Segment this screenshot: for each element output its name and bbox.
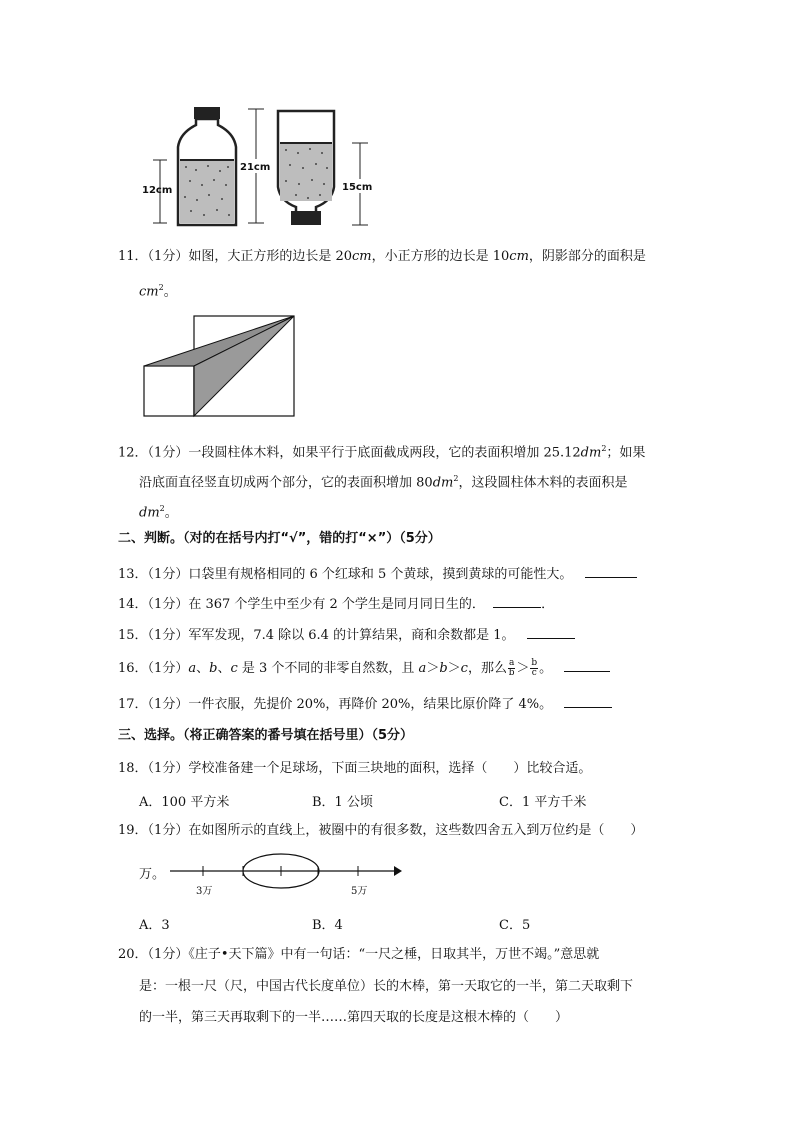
tick-label-3wan: 3万 [196, 886, 213, 896]
q13-answer-blank[interactable] [585, 563, 637, 578]
q20-line1: 20．（1分）《庄子•天下篇》中有一句话：“一尺之棰，日取其半，万世不竭。”意思就 [118, 947, 600, 962]
q18-option-c[interactable]: C．1 平方千米 [499, 795, 587, 810]
label-12cm: 12cm [142, 185, 173, 196]
q16-answer-blank[interactable] [564, 657, 610, 672]
tick-label-5wan: 5万 [351, 886, 368, 896]
q19-option-c[interactable]: C．5 [499, 918, 531, 933]
section3-title: 三、选择。（将正确答案的番号填在括号里）（5分） [118, 728, 414, 743]
q19-option-a[interactable]: A．3 [139, 918, 170, 933]
q20-line3: 的一半，第三天再取剩下的一半……第四天取的长度是这根木棒的（ ） [139, 1010, 569, 1025]
q17: 17．（1分）一件衣服，先提价 20%，再降价 20%，结果比原价降了 4%。 [118, 693, 612, 714]
q16: 16．（1分）a、b、c 是 3 个不同的非零自然数，且 a＞b＞c，那么 $\frac{a}{b}$ ＞ $\frac{b}{c}$ 。 [118, 657, 610, 678]
q14: 14．（1分）在 367 个学生中至少有 2 个学生是同月同日生的． ． [118, 593, 554, 614]
q14-answer-blank[interactable] [493, 593, 541, 608]
q18: 18．（1分）学校准备建一个足球场，下面三块地的面积，选择（ ）比较合适。 [118, 761, 592, 776]
q11-line1: 11．（1分）如图，大正方形的边长是 20cm，小正方形的边长是 10cm，阴影部分的面积是 [118, 249, 646, 264]
q12-line2: 沿底面直径竖直切成两个部分，它的表面积增加 $80dm^2$，这段圆柱体木料的表面积是 [139, 474, 628, 491]
q19-line2: 万。 [139, 867, 166, 882]
fraction-b-over-c: $\frac{b}{c}$ [531, 658, 538, 678]
q18-option-a[interactable]: A．100 平方米 [139, 795, 230, 810]
label-15cm: 15cm [342, 182, 373, 193]
bottles-figure [138, 103, 383, 231]
q17-answer-blank[interactable] [564, 693, 612, 708]
q20-line2: 是：一根一尺（尺，中国古代长度单位）长的木棒，第一天取它的一半，第二天取剩下 [139, 979, 634, 994]
q13: 13．（1分）口袋里有规格相同的 6 个红球和 5 个黄球，摸到黄球的可能性大。 [118, 563, 637, 584]
q12-line3: $dm^2$。 [139, 504, 178, 521]
q18-option-b[interactable]: B．1 公顷 [312, 795, 373, 810]
q19-option-b[interactable]: B．4 [312, 918, 343, 933]
numberline-figure [168, 846, 404, 896]
q15: 15．（1分）军军发现，7.4 除以 6.4 的计算结果，商和余数都是 1。 [118, 624, 575, 645]
q19: 19．（1分）在如图所示的直线上，被圈中的有很多数，这些数四舍五入到万位约是（ ） [118, 823, 644, 838]
q12-line1: 12．（1分）一段圆柱体木料，如果平行于底面截成两段，它的表面积增加 $25.12dm^2$；如果 [118, 444, 646, 461]
q11-line2: $cm^2$。 [139, 283, 177, 300]
q15-answer-blank[interactable] [527, 624, 575, 639]
fraction-a-over-b: $\frac{a}{b}$ [508, 658, 515, 678]
squares-figure [140, 313, 300, 421]
label-21cm: 21cm [240, 162, 271, 173]
section2-title: 二、判断。（对的在括号内打“√”，错的打“×”）（5分） [118, 531, 441, 546]
